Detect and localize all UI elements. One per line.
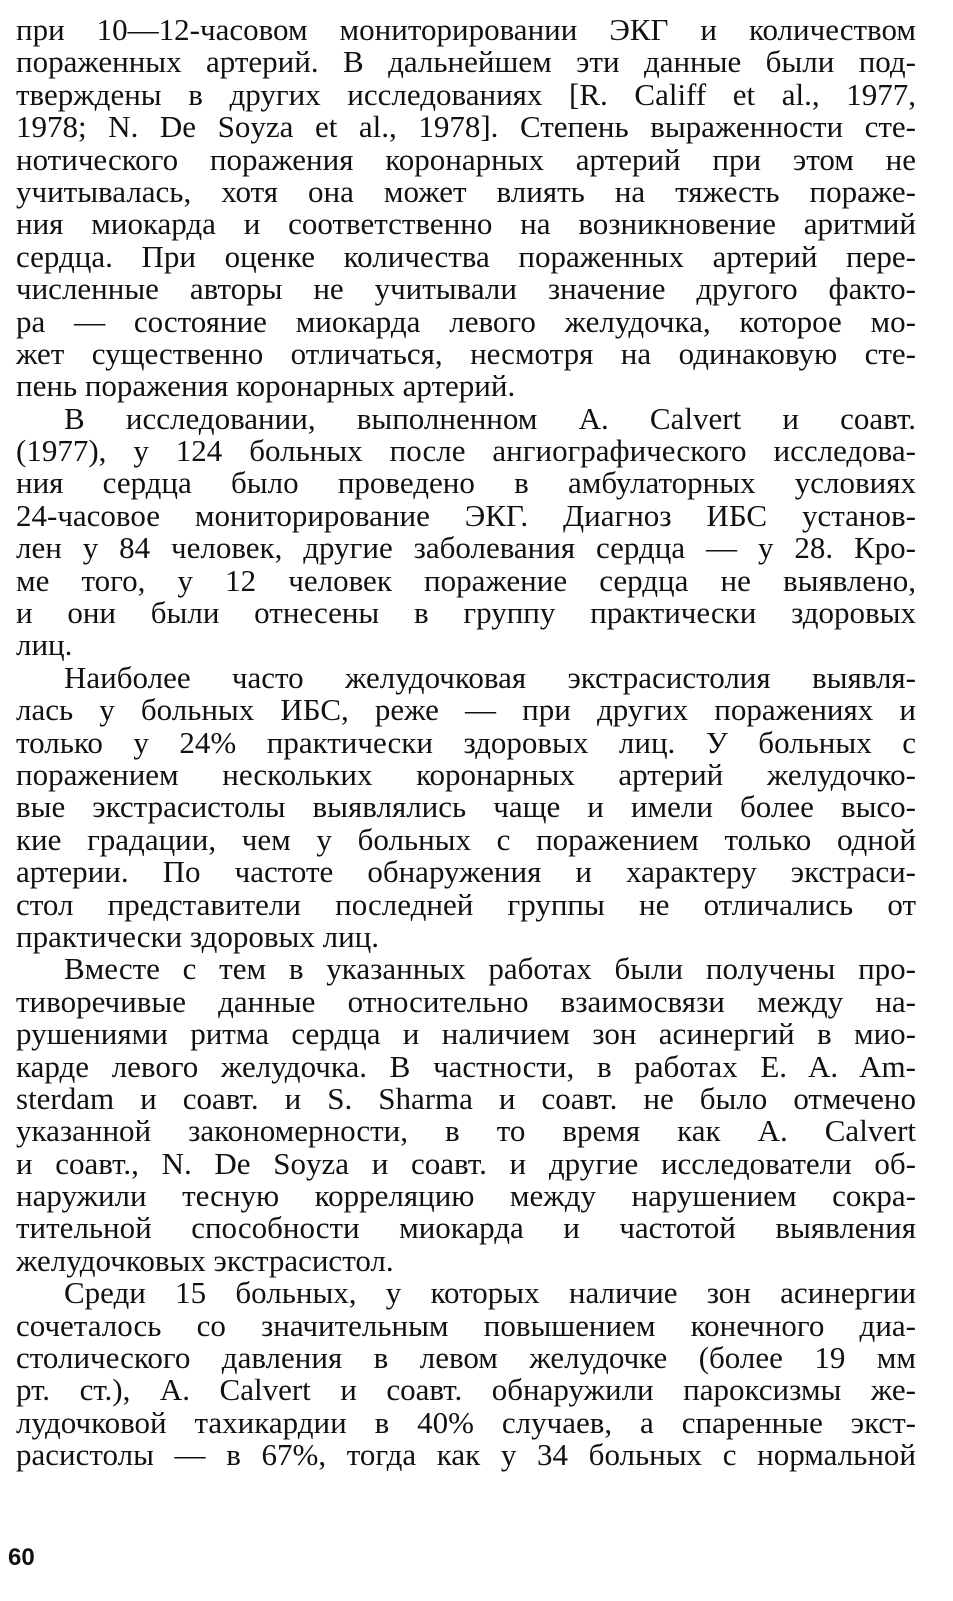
text-line: указанной закономерности, в то время как А. Calvert [16, 1113, 916, 1149]
text-line: тиворечивые данные относительно взаимосвязи между на- [16, 983, 916, 1019]
text-line: практически здоровых лиц. [16, 918, 379, 954]
text-line: рушениями ритма сердца и наличием зон асинергий в мио- [16, 1016, 916, 1052]
text-line: Среди 15 больных, у которых наличие зон асинергии [64, 1275, 916, 1311]
text-line: ния миокарда и соответственно на возникновение аритмий [16, 206, 916, 242]
text-line: кие градации, чем у больных с поражением только одной [16, 821, 916, 857]
text-line: сердца. При оценке количества пораженных артерий пере- [16, 238, 916, 274]
text-line: тительной способности миокарда и частотой выявления [16, 1210, 916, 1246]
text-line: столического давления в левом желудочке (более 19 мм [16, 1340, 916, 1376]
text-line: (1977), у 124 больных после ангиографического исследова- [16, 433, 916, 469]
text-line: расистолы — в 67%, тогда как у 34 больных с нормальной [16, 1437, 916, 1473]
text-line: стол представители последней группы не отличались от [16, 886, 916, 922]
text-line: и они были отнесены в группу практически здоровых [16, 595, 916, 631]
text-line: желудочковых экстрасистол. [16, 1242, 394, 1278]
text-line: лудочковой тахикардии в 40% случаев, а спаренные экст- [16, 1404, 916, 1440]
text-line: рт. ст.), A. Calvert и соавт. обнаружили пароксизмы же- [16, 1372, 916, 1408]
text-line: только у 24% практически здоровых лиц. У больных с [16, 724, 916, 760]
text-line: лен у 84 человек, другие заболевания сердца — у 28. Кро- [16, 530, 916, 566]
text-line: карде левого желудочка. В частности, в работах E. A. Am- [16, 1048, 916, 1084]
page-number: 60 [8, 1544, 35, 1571]
text-line: 24-часовое мониторирование ЭКГ. Диагноз ИБС установ- [16, 497, 916, 533]
text-line: Вместе с тем в указанных работах были получены про- [64, 951, 916, 987]
text-line: жет существенно отличаться, несмотря на одинаковую сте- [16, 335, 916, 371]
text-line: пень поражения коронарных артерий. [16, 368, 516, 404]
text-line: пораженных артерий. В дальнейшем эти данные были под- [16, 44, 916, 80]
text-line: Наиболее часто желудочковая экстрасистолия выявля- [64, 659, 916, 695]
text-line: ния сердца было проведено в амбулаторных условиях [16, 465, 916, 501]
text-line: сочеталось со значительным повышением конечного диа- [16, 1307, 916, 1343]
text-line: sterdam и соавт. и S. Sharma и соавт. не было отмечено [16, 1080, 916, 1116]
text-line: ра — состояние миокарда левого желудочка, которое мо- [16, 303, 916, 339]
text-line: тверждены в других исследованиях [R. Califf et al., 1977, [16, 76, 916, 112]
text-line: наружили тесную корреляцию между нарушением сокра- [16, 1178, 916, 1214]
text-line: при 10—12-часовом мониторировании ЭКГ и количеством [16, 12, 916, 47]
text-line: 1978; N. De Soyza et al., 1978]. Степень выраженности сте- [16, 109, 916, 145]
text-line: лась у больных ИБС, реже — при других поражениях и [16, 692, 916, 728]
text-line: вые экстрасистолы выявлялись чаще и имели более высо- [16, 789, 916, 825]
body-text [16, 14, 916, 1472]
text-line: и соавт., N. De Soyza и соавт. и другие исследователи об- [16, 1145, 916, 1181]
text-line: численные авторы не учитывали значение другого факто- [16, 271, 916, 307]
text-line: артерии. По частоте обнаружения и характеру экстраси- [16, 854, 916, 890]
text-line: В исследовании, выполненном А. Calvert и соавт. [64, 400, 916, 436]
text-line: поражением нескольких коронарных артерий желудочко- [16, 756, 916, 792]
text-line: ме того, у 12 человек поражение сердца не выявлено, [16, 562, 916, 598]
text-line: учитывалась, хотя она может влиять на тяжесть пораже- [16, 173, 916, 209]
text-line: лиц. [16, 627, 73, 663]
text-line: нотического поражения коронарных артерий при этом не [16, 141, 916, 177]
